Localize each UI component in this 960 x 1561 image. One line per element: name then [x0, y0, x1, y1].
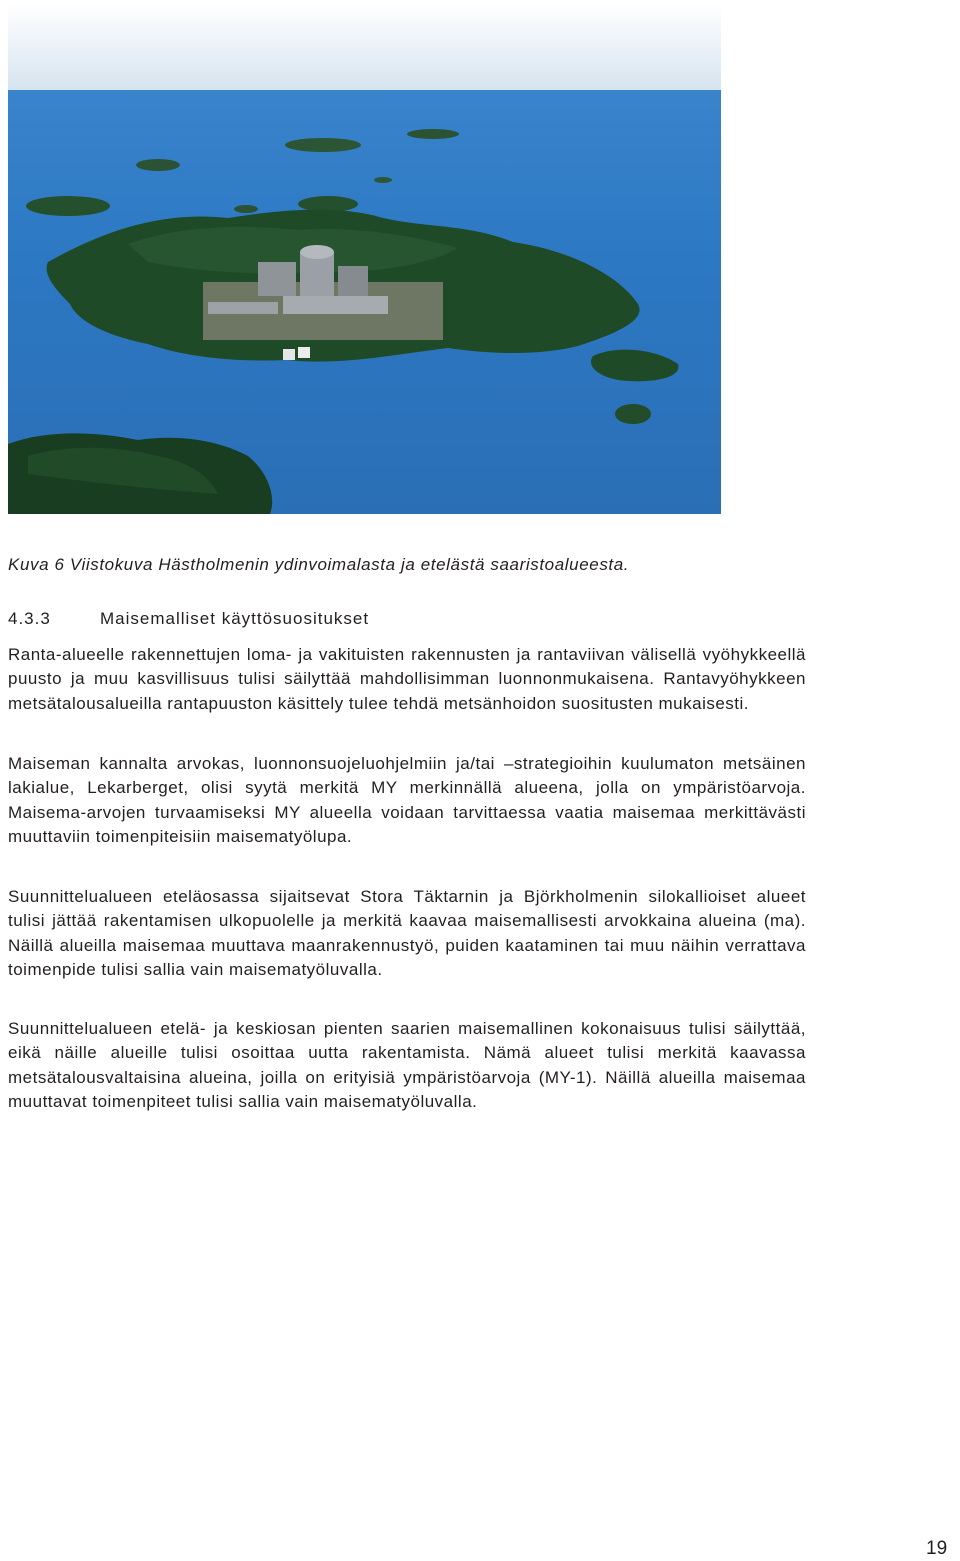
body-paragraph: Suunnittelualueen eteläosassa sijaitsevat Stora Täktarnin ja Björkholmenin silokallioiset alueet tulisi jättää rakentamisen ulkopuolelle ja merkitä kaavaa maisemallisesti arvokkaina alueina (ma). Näillä alueilla maisemaa muuttava maanrakennustyö, puiden kaataminen tai muu näihin verrattava toimenpide tulisi sallia vain maisematyöluvalla.	[8, 887, 806, 979]
islet	[615, 404, 651, 424]
islet	[407, 129, 459, 139]
islet	[285, 138, 361, 152]
plant-building	[208, 302, 278, 314]
body-paragraph: Maiseman kannalta arvokas, luonnonsuojeluohjelmiin ja/tai –strategioihin kuulumaton metsäinen lakialue, Lekarberget, olisi syytä merkitä MY merkinnällä alueena, jolla on ympäristöarvoja. Maisema-arvojen turvaamiseksi MY alueella voidaan tarvittaessa vaatia maisemaa merkittävästi muuttaviin toimenpiteisiin maisematyölupa.	[8, 754, 806, 846]
sky-haze	[8, 4, 721, 90]
page-number: 19	[926, 1538, 948, 1559]
islet	[298, 196, 358, 212]
plant-building	[258, 262, 296, 296]
islet	[234, 205, 258, 213]
islet	[26, 196, 110, 216]
section-title: Maisemalliset käyttösuositukset	[100, 609, 370, 628]
islet	[136, 159, 180, 171]
plant-building	[283, 296, 388, 314]
islet	[374, 177, 392, 183]
plant-building	[338, 266, 368, 296]
section-number: 4.3.3	[8, 609, 51, 628]
storage-tank	[283, 349, 295, 360]
reactor-dome	[300, 245, 334, 259]
storage-tank	[298, 347, 310, 358]
body-paragraph: Suunnittelualueen etelä- ja keskiosan pienten saarien maisemallinen kokonaisuus tulisi säilyttää, eikä näille alueille tulisi osoittaa uutta rakentamista. Nämä alueet tulisi merkitä kaavassa metsätalousvaltaisina alueina, joilla on erityisiä ympäristöarvoja (MY-1). Näillä alueilla maisemaa muuttavat toimenpiteet tulisi sallia vain maisematyöluvalla.	[8, 1019, 806, 1111]
figure-caption: Kuva 6 Viistokuva Hästholmenin ydinvoimalasta ja etelästä saaristoalueesta.	[8, 555, 630, 574]
body-paragraph: Ranta-alueelle rakennettujen loma- ja vakituisten rakennusten ja rantaviivan välisellä vyöhykkeellä puusto ja muu kasvillisuus tulisi säilyttää mahdollisimman luonnonmukaisena. Rantavyöhykkeen metsätalousalueilla rantapuuston käsittely tulee tehdä metsänhoidon suositusten mukaisesti.	[8, 645, 806, 713]
section-heading	[8, 607, 369, 631]
aerial-photo	[8, 4, 721, 514]
